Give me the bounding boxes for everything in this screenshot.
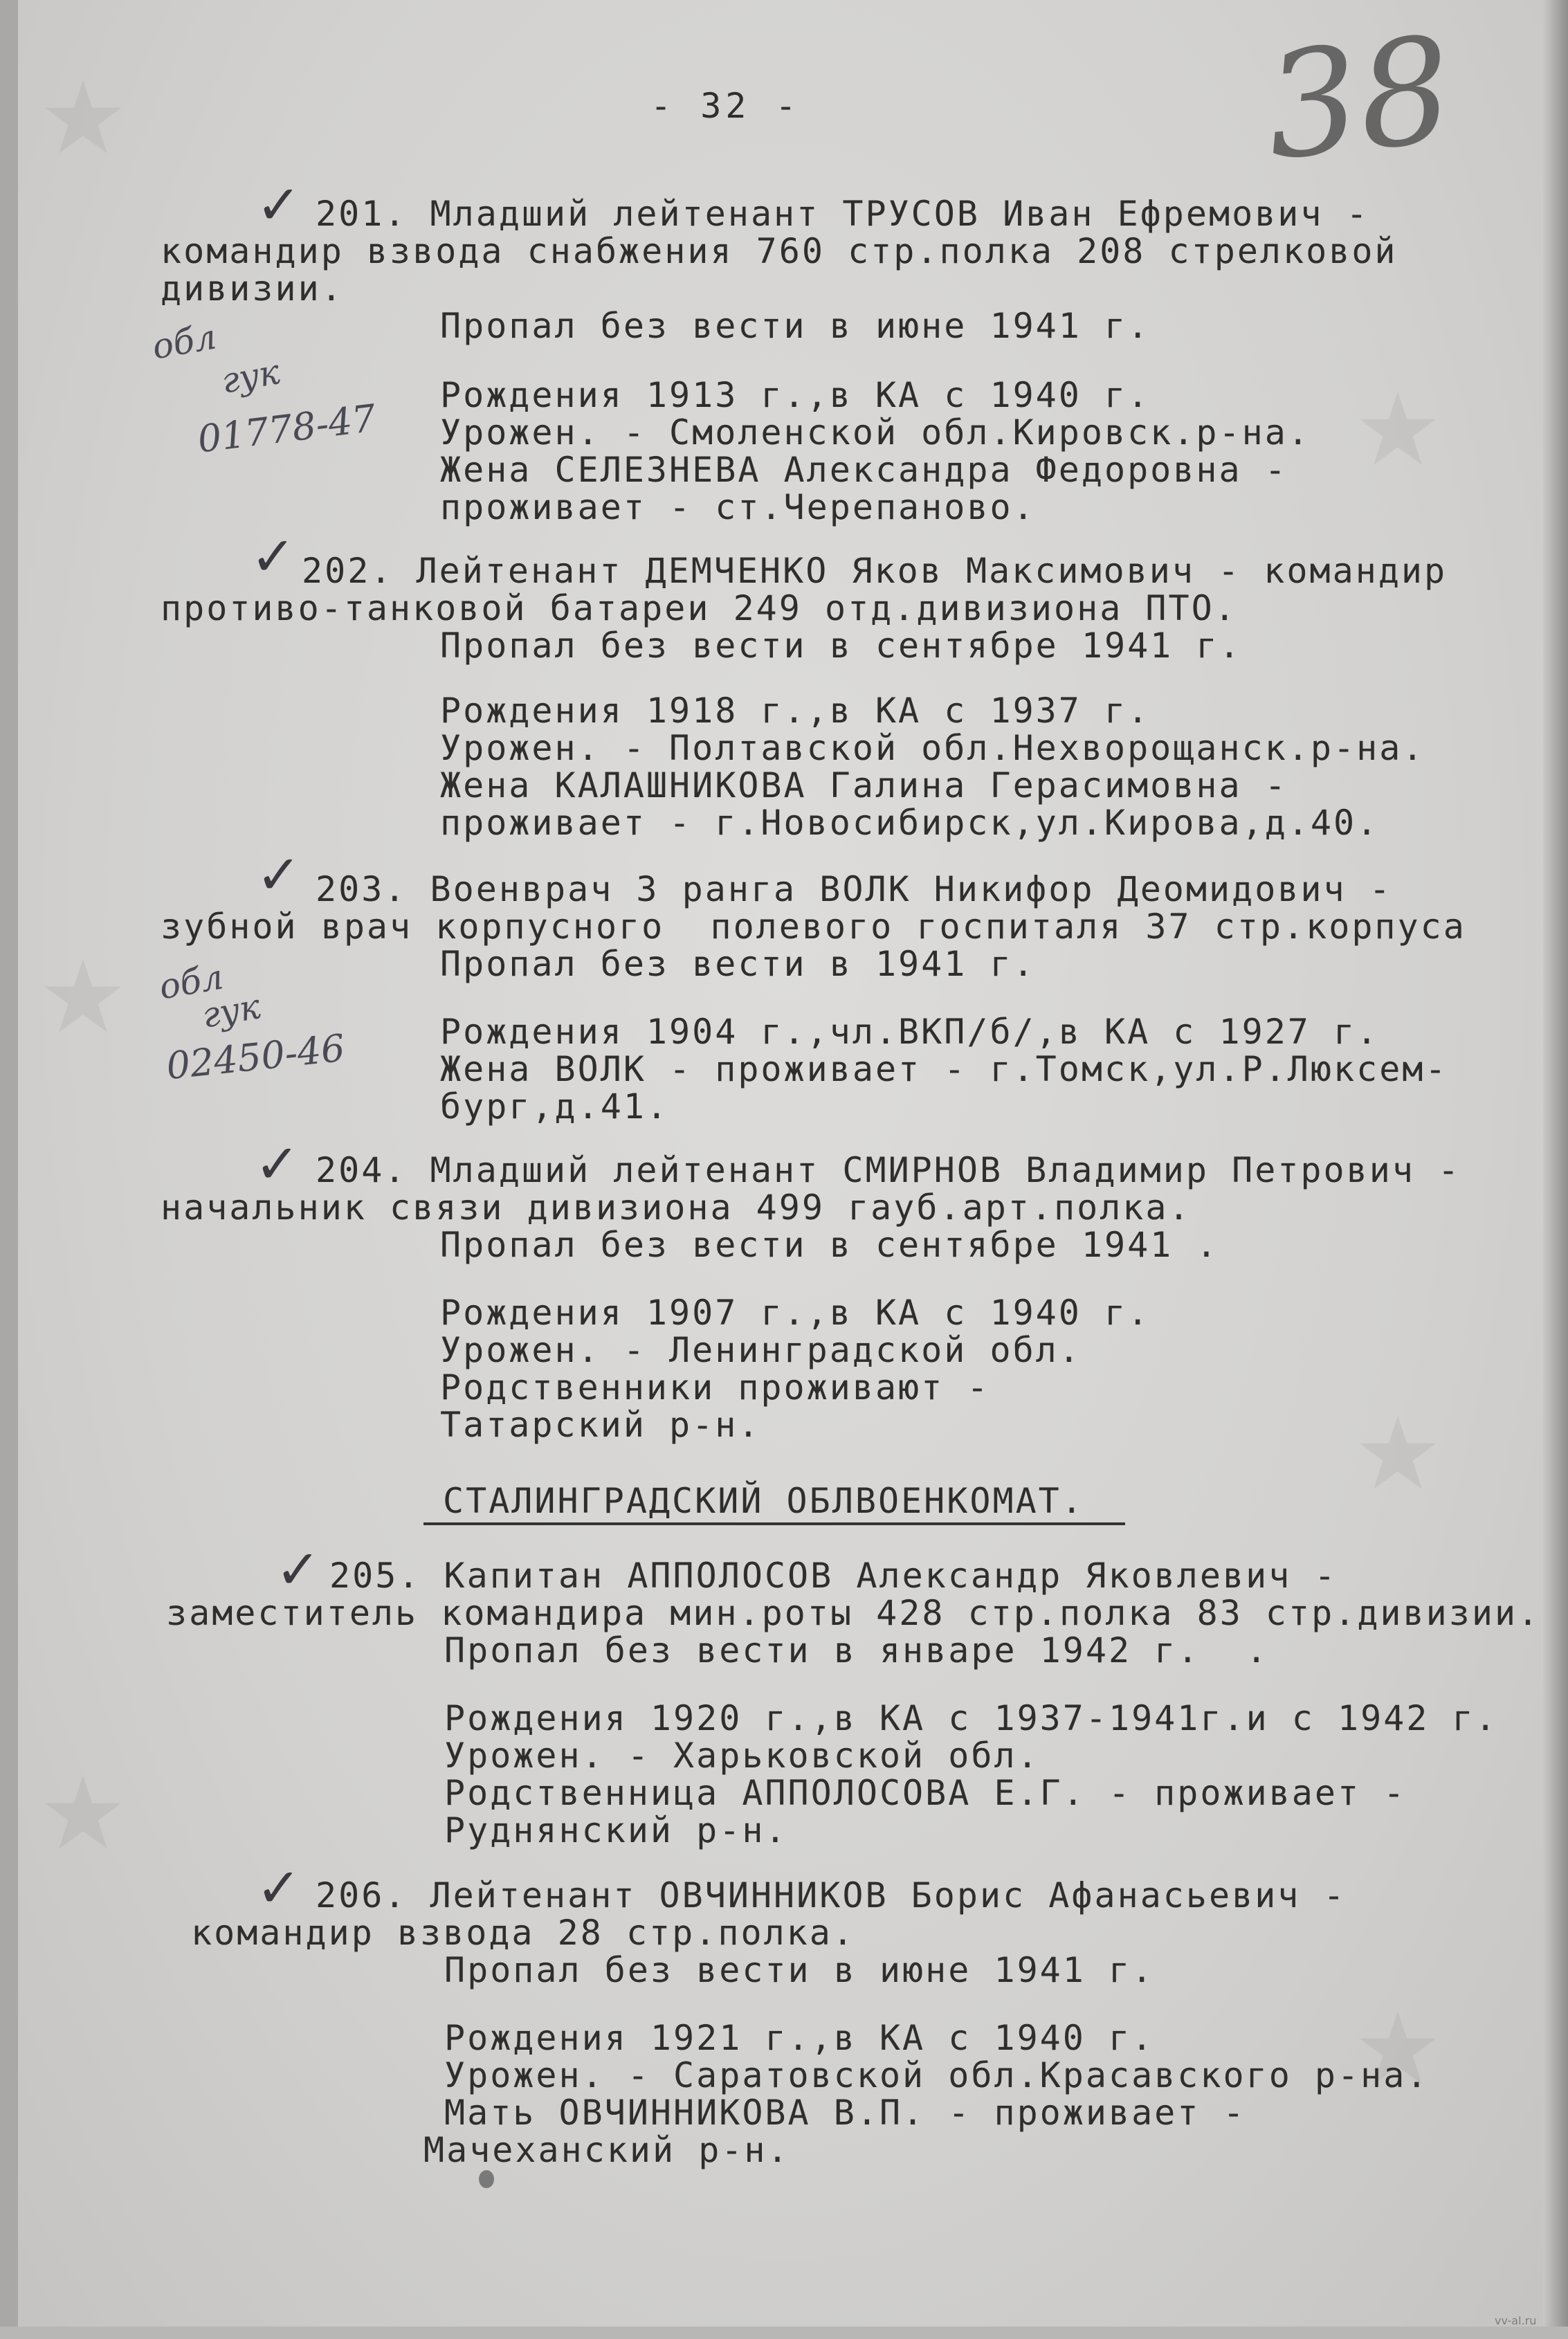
entry-204-line-1: 204. Младший лейтенант СМИРНОВ Владимир Петрович - [316,1150,1461,1190]
checkmark-icon: ✓ [275,1539,321,1601]
entry-202-birth: Рождения 1918 г.,в КА с 1937 г. [440,691,1151,731]
watermark-star-icon [42,1772,125,1855]
entry-206-address: Мачеханский р-н. [423,2130,790,2170]
entry-205-birth: Рождения 1920 г.,в КА с 1937-1941г.и с 1942 г. [444,1698,1498,1738]
entry-205-relative: Родственница АППОЛОСОВА Е.Г. - проживает - [444,1773,1407,1813]
entry-202-relative: Жена КАЛАШНИКОВА Галина Герасимовна - [440,765,1288,806]
handwritten-note-2b: гук [199,986,264,1036]
entry-203-line-1: 203. Военврач 3 ранга ВОЛК Никифор Деомидович - [316,869,1392,909]
entry-205-status: Пропал без вести в январе 1942 г. . [444,1630,1269,1671]
entry-203-birth: Рождения 1904 г.,чл.ВКП/б/,в КА с 1927 г. [440,1012,1380,1052]
entry-201-line-1: 201. Младший лейтенант ТРУСОВ Иван Ефремович - [316,194,1369,234]
entry-204-birth: Рождения 1907 г.,в КА с 1940 г. [440,1293,1151,1333]
entry-201-line-3: дивизии. [161,269,344,309]
entry-202-address: проживает - г.Новосибирск,ул.Кирова,д.40. [440,803,1380,843]
entry-204-address: Татарский р-н. [440,1405,761,1445]
handwritten-note-1c: 01778-47 [195,396,379,462]
entry-202-origin: Урожен. - Полтавской обл.Нехворощанск.р-на. [440,728,1425,768]
entry-201-origin: Урожен. - Смоленской обл.Кировск.р-на. [440,412,1311,453]
source-watermark: vv-al.ru [1495,2314,1537,2327]
archive-folio-number: 38 [1257,4,1460,193]
entry-205-address: Руднянский р-н. [444,1810,788,1850]
entry-206-relative: Мать ОВЧИННИКОВА В.П. - проживает - [444,2093,1246,2133]
entry-204-line-2: начальник связи дивизиона 499 гауб.арт.полка. [161,1187,1192,1228]
watermark-star-icon [42,76,125,159]
entry-204-relative: Родственники проживают - [440,1367,990,1408]
entry-203-line-2: зубной врач корпусного полевого госпиталя 37 стр.корпуса [161,907,1466,947]
entry-201-line-2: командир взвода снабжения 760 стр.полка 208 стрелковой [161,231,1398,271]
checkmark-icon: ✓ [250,526,296,588]
entry-204-origin: Урожен. - Ленинградской обл. [440,1330,1082,1370]
handwritten-note-2a: обл [156,956,226,1008]
scan-left-edge [0,0,18,2339]
entry-201-status: Пропал без вести в июне 1941 г. [440,306,1151,346]
entry-203-relative: Жена ВОЛК - проживает - г.Томск,ул.Р.Люксем- [440,1049,1448,1089]
handwritten-note-2c: 02450-46 [164,1026,347,1089]
checkmark-icon: ✓ [256,1857,302,1920]
entry-201-address: проживает - ст.Черепаново. [440,487,1036,527]
page-number: - 32 - [650,86,801,126]
checkmark-icon: ✓ [256,844,302,907]
watermark-star-icon [1356,388,1439,471]
entry-206-line-2: командир взвода 28 стр.полка. [191,1913,855,1953]
handwritten-note-1a: обл [149,316,219,367]
checkmark-icon: ✓ [255,1134,300,1196]
entry-202-status: Пропал без вести в сентябре 1941 г. [440,626,1242,666]
entry-206-birth: Рождения 1921 г.,в КА с 1940 г. [444,2018,1155,2058]
checkmark-icon: ✓ [256,174,302,237]
entry-202-line-2: противо-танковой батареи 249 отд.дивизиона ПТО. [161,588,1237,628]
entry-206-origin: Урожен. - Саратовской обл.Красавского р-на. [444,2055,1430,2095]
watermark-star-icon [42,955,125,1038]
section-heading-underline [423,1522,1125,1525]
entry-205-origin: Урожен. - Харьковской обл. [444,1736,1040,1776]
scan-right-edge [1543,0,1568,2339]
entry-205-line-1: 205. Капитан АППОЛОСОВ Александр Яковлевич - [329,1556,1338,1596]
handwritten-note-1b: гук [218,352,283,401]
entry-206-line-1: 206. Лейтенант ОВЧИННИКОВ Борис Афанасьевич - [316,1875,1347,1915]
section-heading: СТАЛИНГРАДСКИЙ ОБЛВОЕНКОМАТ. [443,1481,1084,1521]
entry-202-line-1: 202. Лейтенант ДЕМЧЕНКО Яков Максимович - командир [302,551,1448,591]
watermark-star-icon [1356,1412,1439,1495]
entry-201-relative: Жена СЕЛЕЗНЕВА Александра Федоровна - [440,450,1288,490]
ink-blot [479,2170,494,2188]
entry-203-status: Пропал без вести в 1941 г. [440,944,1036,984]
entry-201-birth: Рождения 1913 г.,в КА с 1940 г. [440,375,1151,415]
entry-204-status: Пропал без вести в сентябре 1941 . [440,1225,1219,1265]
scan-bottom-edge [0,2327,1568,2339]
entry-206-status: Пропал без вести в июне 1941 г. [444,1950,1155,1990]
entry-203-address: бург,д.41. [440,1086,670,1127]
entry-205-line-2: заместитель командира мин.роты 428 стр.полка 83 стр.дивизии. [166,1593,1541,1633]
